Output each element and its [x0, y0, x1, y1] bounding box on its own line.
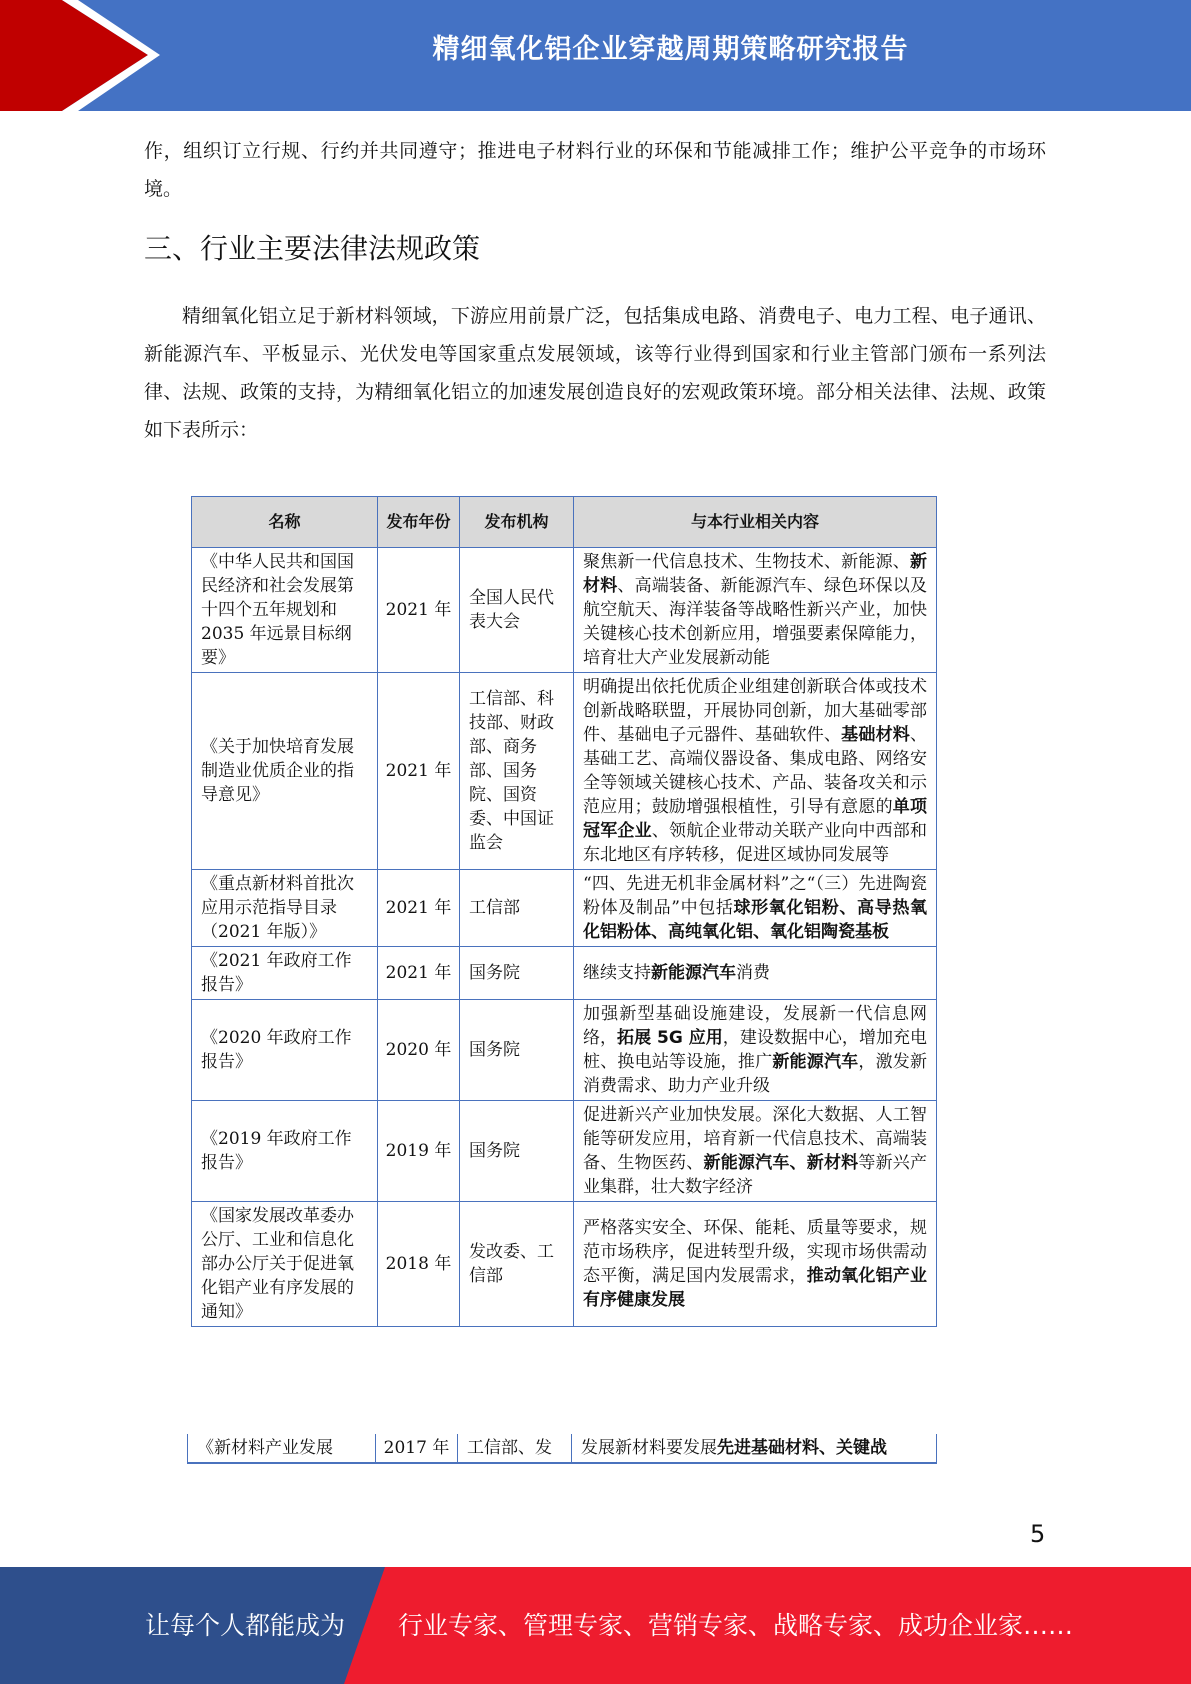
content-text: 、基础工艺、高端仪器设备、集成电路、网络安全等领域关键核心技术、产品、装备攻关和示范应用；鼓励增强根植性，引导有意愿的	[583, 725, 928, 817]
cell-name: 《中华人民共和国国民经济和社会发展第十四个五年规划和 2035 年远景目标纲要》	[192, 548, 378, 673]
emphasis-text: 基础材料	[841, 725, 911, 745]
content-text: 、领航企业带动关联产业向中西部和东北地区有序转移，促进区域协同发展等	[583, 821, 928, 865]
cell-year: 2021 年	[378, 673, 460, 870]
cell-name: 《新材料产业发展	[188, 1434, 376, 1463]
table-row	[188, 1434, 937, 1463]
header-year: 发布年份	[378, 497, 460, 548]
continued-table	[187, 1434, 937, 1464]
cell-agency: 发改委、工信部	[460, 1202, 574, 1327]
content-text: 发展新材料要发展	[581, 1438, 717, 1458]
footer-slogan-right: 行业专家、管理专家、营销专家、战略专家、成功企业家……	[398, 1611, 1074, 1640]
page-header	[0, 0, 1191, 111]
section-heading: 三、行业主要法律法规政策	[144, 232, 481, 265]
cell-name: 《关于加快培育发展制造业优质企业的指导意见》	[192, 673, 378, 870]
page-footer	[0, 1567, 1191, 1684]
cell-content	[574, 1202, 937, 1327]
emphasis-text: 拓展 5G 应用	[617, 1028, 723, 1048]
table-row	[192, 1101, 937, 1202]
report-title: 精细氧化铝企业穿越周期策略研究报告	[432, 34, 909, 65]
table-row	[192, 673, 937, 870]
emphasis-text: 推动氧化铝产业有序健康发展	[583, 1266, 928, 1310]
cell-year: 2020 年	[378, 1000, 460, 1101]
cell-name: 《2021 年政府工作报告》	[192, 947, 378, 1000]
cell-agency: 全国人民代表大会	[460, 548, 574, 673]
cell-name: 《重点新材料首批次应用示范指导目录（2021 年版）》	[192, 870, 378, 947]
content-text: 严格落实安全、环保、能耗、质量等要求，规范市场秩序，促进转型升级，实现市场供需动态平衡，满足国内发展需求，	[583, 1218, 927, 1286]
paragraph-continued: 作，组织订立行规、行约并共同遵守；推进电子材料行业的环保和节能减排工作；维护公平竞争的市场环境。	[144, 140, 1046, 200]
content-text: 明确提出依托优质企业组建创新联合体或技术创新战略联盟，开展协同创新，加大基础零部件、基础电子元器件、基础软件、	[583, 677, 927, 745]
emphasis-text: 新能源汽车	[772, 1052, 859, 1072]
header-name: 名称	[192, 497, 378, 548]
cell-content	[574, 1101, 937, 1202]
content-text: 促进新兴产业加快发展。深化大数据、人工智能等研发应用，培育新一代信息技术、高端装备、生物医药、	[583, 1105, 927, 1173]
table-row	[192, 1000, 937, 1101]
content-text: 等新兴产业集群，壮大数字经济	[583, 1153, 928, 1197]
content-text: 聚焦新一代信息技术、生物技术、新能源、	[583, 552, 910, 572]
content-text: 加强新型基础设施建设，发展新一代信息网络，	[583, 1004, 927, 1048]
content-text: 、高端装备、新能源汽车、绿色环保以及航空航天、海洋装备等战略性新兴产业，加快关键核心技术创新应用，增强要素保障能力，培育壮大产业发展新动能	[583, 576, 927, 668]
cell-year: 2017 年	[376, 1434, 458, 1463]
cell-year: 2019 年	[378, 1101, 460, 1202]
cell-content	[574, 870, 937, 947]
emphasis-text: 球形氧化铝粉、高导热氧化铝粉体、高纯氧化铝、氧化铝陶瓷基板	[583, 898, 927, 942]
cell-content	[574, 673, 937, 870]
cell-content	[572, 1434, 937, 1463]
cell-name: 《国家发展改革委办公厅、工业和信息化部办公厅关于促进氧化铝产业有序发展的通知》	[192, 1202, 378, 1327]
cell-agency: 国务院	[460, 1000, 574, 1101]
emphasis-text: 单项冠军企业	[583, 797, 928, 841]
cell-agency: 工信部、科技部、财政部、商务部、国务院、国资委、中国证监会	[460, 673, 574, 870]
cell-content	[574, 947, 937, 1000]
policy-table	[191, 496, 937, 1327]
emphasis-text: 新能源汽车	[651, 963, 736, 983]
cell-year: 2018 年	[378, 1202, 460, 1327]
table-row	[192, 548, 937, 673]
emphasis-text: 先进基础材料、关键战	[717, 1438, 887, 1458]
header-agency: 发布机构	[460, 497, 574, 548]
cell-agency: 工信部、发	[458, 1434, 572, 1463]
emphasis-text: 新能源汽车、新材料	[703, 1153, 859, 1173]
cell-agency: 国务院	[460, 1101, 574, 1202]
emphasis-text: 新材料	[583, 552, 927, 596]
cell-name: 《2020 年政府工作报告》	[192, 1000, 378, 1101]
paragraph-intro: 精细氧化铝立足于新材料领域，下游应用前景广泛，包括集成电路、消费电子、电力工程、电子通讯、新能源汽车、平板显示、光伏发电等国家重点发展领域，该等行业得到国家和行业主管部门颁布一系列法律、法规、政策的支持，为精细氧化铝立的加速发展创造良好的宏观政策环境。部分相关法律、法规、政策如下表所示：	[144, 305, 1046, 441]
table-row	[192, 947, 937, 1000]
cell-year: 2021 年	[378, 548, 460, 673]
table-row	[192, 870, 937, 947]
content-text: 消费	[736, 963, 770, 983]
cell-year: 2021 年	[378, 870, 460, 947]
cell-content	[574, 548, 937, 673]
cell-name: 《2019 年政府工作报告》	[192, 1101, 378, 1202]
content-text: ，激发新消费需求、助力产业升级	[583, 1052, 928, 1096]
header-content: 与本行业相关内容	[574, 497, 937, 548]
cell-agency: 国务院	[460, 947, 574, 1000]
page-number: 5	[1030, 1520, 1046, 1548]
content-text: “四、先进无机非金属材料”之“（三）先进陶瓷粉体及制品”中包括	[583, 874, 927, 918]
content-text: ，建设数据中心，增加充电桩、换电站等设施，推广	[583, 1028, 928, 1072]
cell-year: 2021 年	[378, 947, 460, 1000]
content-text: 继续支持	[583, 963, 651, 983]
table-header-row	[192, 497, 937, 548]
table-row	[192, 1202, 937, 1327]
footer-slogan-left: 让每个人都能成为	[145, 1611, 346, 1640]
policy-table-body	[192, 548, 937, 1327]
cell-content	[574, 1000, 937, 1101]
cell-agency: 工信部	[460, 870, 574, 947]
